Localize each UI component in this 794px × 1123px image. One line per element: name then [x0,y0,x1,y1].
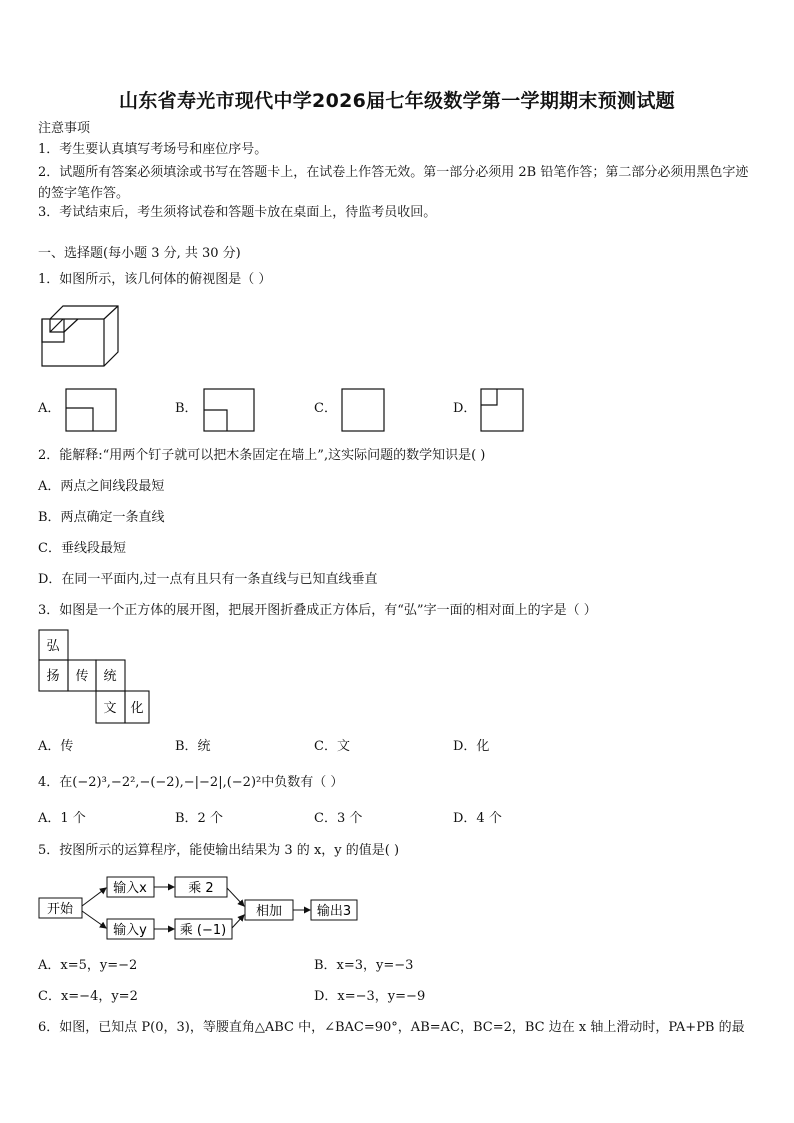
question-6-stem: 6．如图，已知点 P(0，3)，等腰直角△ABC 中，∠BAC=90°，AB=AC，BC=2，BC 边在 x 轴上滑动时，PA+PB 的最 [38,1020,745,1035]
question-1-stem: 1．如图所示，该几何体的俯视图是（ ） [38,272,272,287]
q4-option-c: C．3 个 [314,811,363,826]
flow-start: 开始 [46,902,74,917]
notice-heading: 注意事项 [38,121,91,136]
notice-item-2: 2．试题所有答案必须填涂或书写在答题卡上，在试卷上作答无效。第一部分必须用 2B 铅笔作答；第二部分必须用黑色字迹的签字笔作答。 [38,165,749,201]
q1-option-d-figure [480,388,524,432]
q4-expression: (−2)³,−2²,−(−2),−|−2|,(−2)² [72,775,262,790]
q5-option-d: D．x=−3，y=−9 [314,989,426,1004]
q5-option-b: B．x=3，y=−3 [314,958,414,973]
q3-option-d: D．化 [453,739,490,754]
q2-option-a: A．两点之间线段最短 [38,479,165,494]
q4-stem-prefix: 4．在 [38,775,73,790]
question-3-stem: 3．如图是一个正方体的展开图，把展开图折叠成正方体后，有“弘”字一面的相对面上的字是（ ） [38,603,597,618]
notice-item-1: 1．考生要认真填写考场号和座位序号。 [38,142,268,157]
q1-option-c-figure [341,388,385,432]
net-cell-3: 传 [75,669,89,684]
q2-option-d: D．在同一平面内,过一点有且只有一条直线与已知直线垂直 [38,572,378,587]
q1-option-b-label: B． [175,401,198,416]
net-cell-4: 统 [103,669,117,684]
q1-option-a-label: A． [38,401,61,416]
q4-option-b: B．2 个 [175,811,223,826]
q4-stem-suffix: 中负数有（ ） [261,775,344,790]
q3-option-c: C．文 [314,739,350,754]
net-cell-2: 扬 [46,669,60,684]
q1-option-d-label: D． [453,401,477,416]
q5-option-c: C．x=−4，y=2 [38,989,138,1004]
flow-output: 输出3 [316,904,352,919]
q3-option-b: B．统 [175,739,211,754]
flow-add: 相加 [255,904,283,919]
q3-option-a: A．传 [38,739,74,754]
q2-option-c: C．垂线段最短 [38,541,126,556]
net-cell-1: 弘 [46,639,60,654]
flowchart [38,873,368,943]
page-title: 山东省寿光市现代中学2026届七年级数学第一学期期末预测试题 [119,90,675,112]
q1-option-b-figure [203,388,255,432]
question-2-stem: 2．能解释:“用两个钉子就可以把木条固定在墙上”,这实际问题的数学知识是( ) [38,448,486,463]
flow-multiply-2: 乘 2 [188,881,214,896]
q4-option-a: A．1 个 [38,811,86,826]
question-5-stem: 5．按图所示的运算程序，能使输出结果为 3 的 x，y 的值是( ) [38,843,400,858]
q4-option-d: D．4 个 [453,811,502,826]
net-cell-6: 化 [130,701,144,716]
flow-multiply-neg1: 乘 (−1) [179,923,227,938]
q5-option-a: A．x=5，y=−2 [38,958,138,973]
question-4-stem [38,775,343,791]
q2-option-b: B．两点确定一条直线 [38,510,165,525]
cube-net [38,629,150,725]
section-heading: 一、选择题(每小题 3 分, 共 30 分) [38,246,241,261]
q1-option-a-figure [65,388,117,432]
net-cell-5: 文 [103,701,117,716]
q1-option-c-label: C． [314,401,337,416]
notice-item-3: 3．考试结束后，考生须将试卷和答题卡放在桌面上，待监考员收回。 [38,205,437,220]
solid-figure [38,302,128,372]
flow-input-x: 输入x [113,881,147,896]
flow-input-y: 输入y [113,923,147,938]
